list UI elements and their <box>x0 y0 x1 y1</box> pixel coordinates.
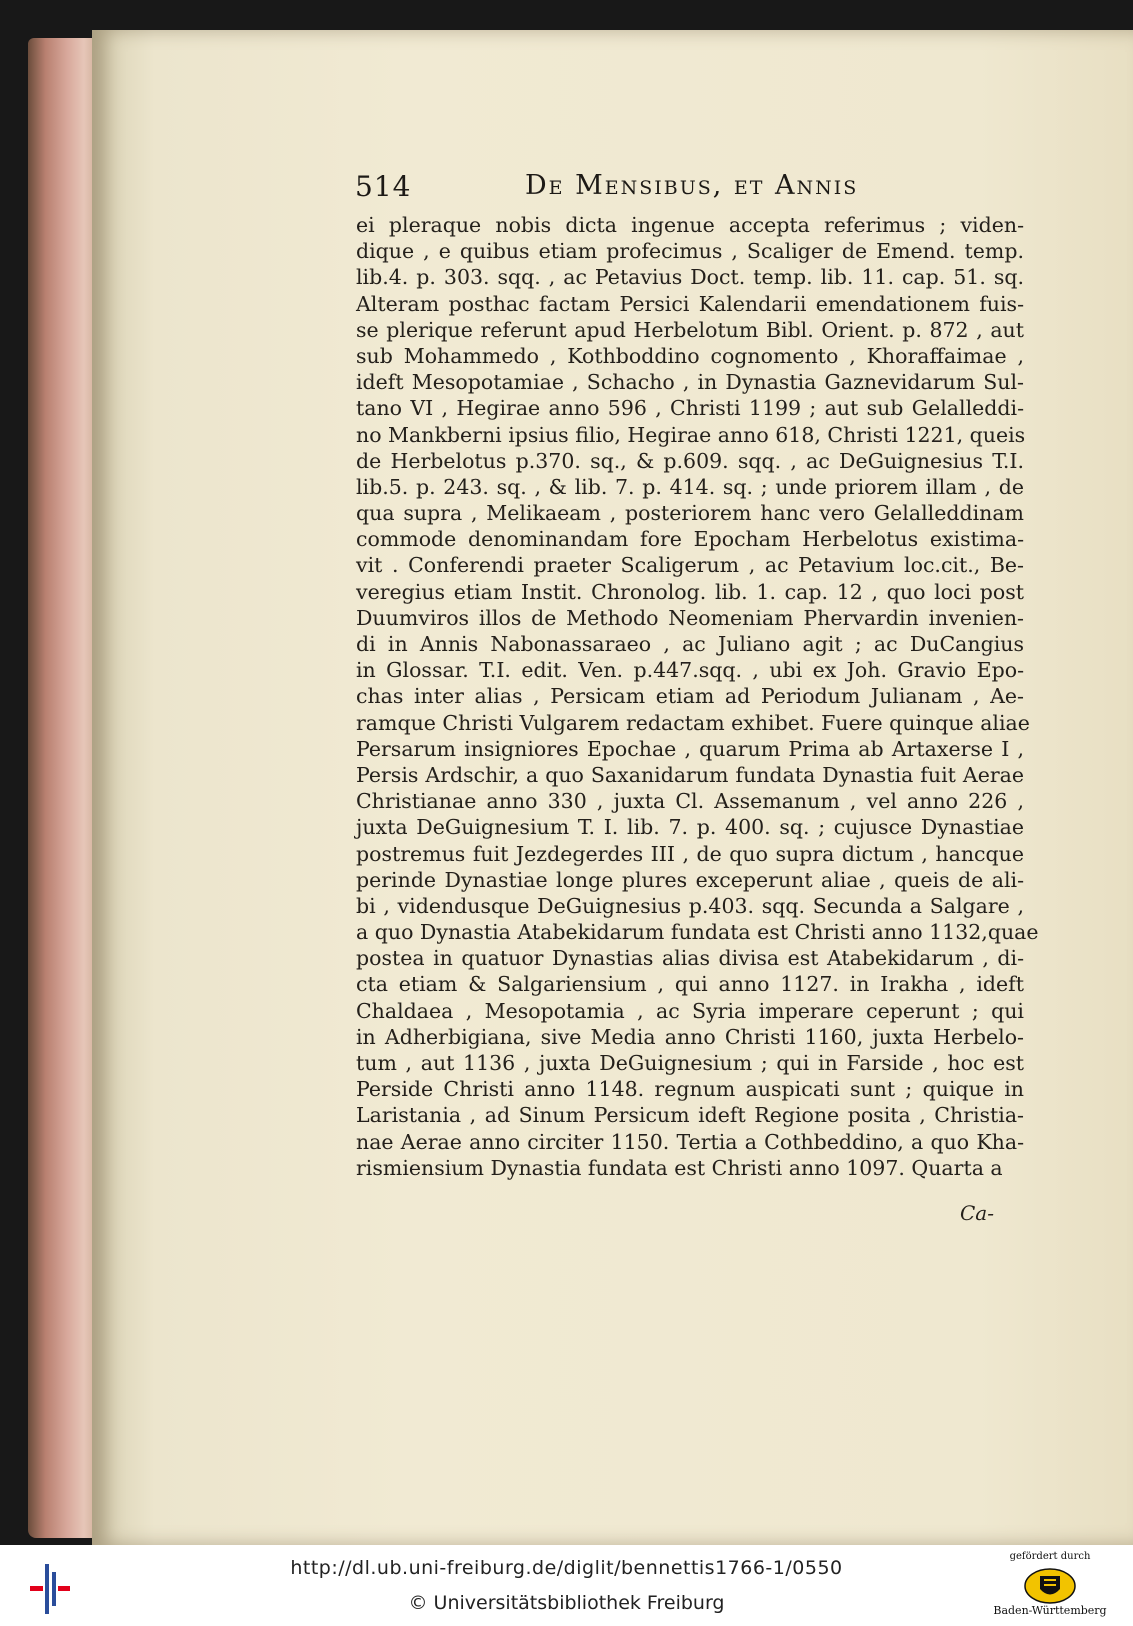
text-line: a quo Dynastia Atabekidarum fundata est Christi anno 1132,quae <box>356 920 1039 945</box>
sponsor-name: Baden-Württemberg <box>993 1604 1107 1617</box>
body-text <box>356 212 1039 1181</box>
text-line: in Glossar. T.I. edit. Ven. p.447.sqq. , ubi ex Joh. Gravio Epo- <box>356 658 1024 683</box>
text-line: Persarum insigniores Epochae , quarum Prima ab Artaxerse I , <box>356 736 1024 761</box>
text-line: dique , e quibus etiam profecimus , Scaliger de Emend. temp. <box>356 239 1024 264</box>
text-line: de Herbelotus p.370. sq., & p.609. sqq. , ac DeGuignesius T.I. <box>356 448 1024 473</box>
text-line: Christianae anno 330 , juxta Cl. Assemanum , vel anno 226 , <box>356 789 1024 814</box>
text-line: Perside Christi anno 1148. regnum auspicati sunt ; quique in <box>356 1077 1024 1102</box>
text-line: tum , aut 1136 , juxta DeGuignesium ; qui in Farside , hoc est <box>356 1051 1024 1075</box>
coat-of-arms-icon <box>1023 1567 1077 1605</box>
text-line: postremus fuit Jezdegerdes III , de quo supra dictum , hancque <box>356 841 1024 866</box>
permalink-url[interactable]: http://dl.ub.uni-freiburg.de/diglit/bennettis1766-1/0550 <box>290 1557 843 1579</box>
text-line: ideft Mesopotamiae , Schacho , in Dynastia Gaznevidarum Sul- <box>356 370 1024 395</box>
text-line: se plerique referunt apud Herbelotum Bibl. Orient. p. 872 , aut <box>356 317 1024 342</box>
text-line: Chaldaea , Mesopotamia , ac Syria imperare ceperunt ; qui <box>356 998 1024 1023</box>
page-number: 514 <box>355 170 412 203</box>
text-line: tano VI , Hegirae anno 596 , Christi 1199 ; aut sub Gelalleddi- <box>356 396 1024 421</box>
book-edge <box>28 38 98 1538</box>
text-line: Laristania , ad Sinum Persicum ideft Regione posita , Christia- <box>356 1103 1024 1128</box>
text-line: postea in quatuor Dynastias alias divisa est Atabekidarum , di- <box>356 946 1024 971</box>
text-line: perinde Dynastiae longe plures exceperunt aliae , queis de ali- <box>356 867 1024 892</box>
text-line: Persis Ardschir, a quo Saxanidarum fundata Dynastia fuit Aerae <box>356 762 1024 787</box>
text-line: ramque Christi Vulgarem redactam exhibet. Fuere quinque aliae <box>356 710 1030 735</box>
text-line: lib.4. p. 303. sqq. , ac Petavius Doct. temp. lib. 11. cap. 51. sq. <box>356 265 1024 290</box>
text-line: qua supra , Melikaeam , posteriorem hanc vero Gelalleddinam <box>356 501 1024 526</box>
text-line: chas inter alias , Persicam etiam ad Periodum Julianam , Ae- <box>356 684 1024 709</box>
text-line: no Mankberni ipsius filio, Hegirae anno 618, Christi 1221, queis <box>356 422 1026 447</box>
copyright-notice: © Universitätsbibliothek Freiburg <box>408 1592 725 1614</box>
text-line: cta etiam & Salgariensium , qui anno 1127. in Irakha , ideft <box>356 972 1024 997</box>
text-line: di in Annis Nabonassaraeo , ac Juliano agit ; ac DuCangius <box>356 632 1024 656</box>
text-line: vit . Conferendi praeter Scaligerum , ac Petavium loc.cit., Be- <box>356 553 1024 578</box>
text-line: Duumviros illos de Methodo Neomeniam Phervardin invenien- <box>356 605 1024 630</box>
text-line: lib.5. p. 243. sq. , & lib. 7. p. 414. sq. ; unde priorem illam , de <box>356 474 1024 499</box>
text-line: sub Mohammedo , Kothboddino cognomento , Khoraffaimae , <box>356 343 1024 368</box>
footer-bar <box>0 1545 1133 1626</box>
running-title: De Mensibus, et Annis <box>525 170 859 201</box>
text-line: in Adherbigiana, sive Media anno Christi 1160, juxta Herbelo- <box>356 1024 1024 1049</box>
sponsor-label: gefördert durch <box>1009 1551 1091 1562</box>
text-line: veregius etiam Instit. Chronolog. lib. 1. cap. 12 , quo loci post <box>356 579 1024 604</box>
page-header <box>355 170 859 210</box>
text-line: nae Aerae anno circiter 1150. Tertia a Cothbeddino, a quo Kha- <box>356 1129 1024 1154</box>
text-line: ei pleraque nobis dicta ingenue accepta referimus ; viden- <box>356 213 1024 237</box>
text-line: bi , videndusque DeGuignesius p.403. sqq. Secunda a Salgare , <box>356 893 1024 918</box>
text-line: Alteram posthac factam Persici Kalendarii emendationem fuis- <box>356 291 1024 316</box>
text-line: juxta DeGuignesium T. I. lib. 7. p. 400. sq. ; cujusce Dynastiae <box>356 815 1024 840</box>
sponsor-block <box>985 1551 1115 1617</box>
text-line: rismiensium Dynastia fundata est Christi anno 1097. Quarta a <box>356 1155 1003 1180</box>
text-line: commode denominandam fore Epocham Herbelotus existima- <box>356 527 1024 552</box>
catchword: Ca- <box>960 1201 994 1225</box>
